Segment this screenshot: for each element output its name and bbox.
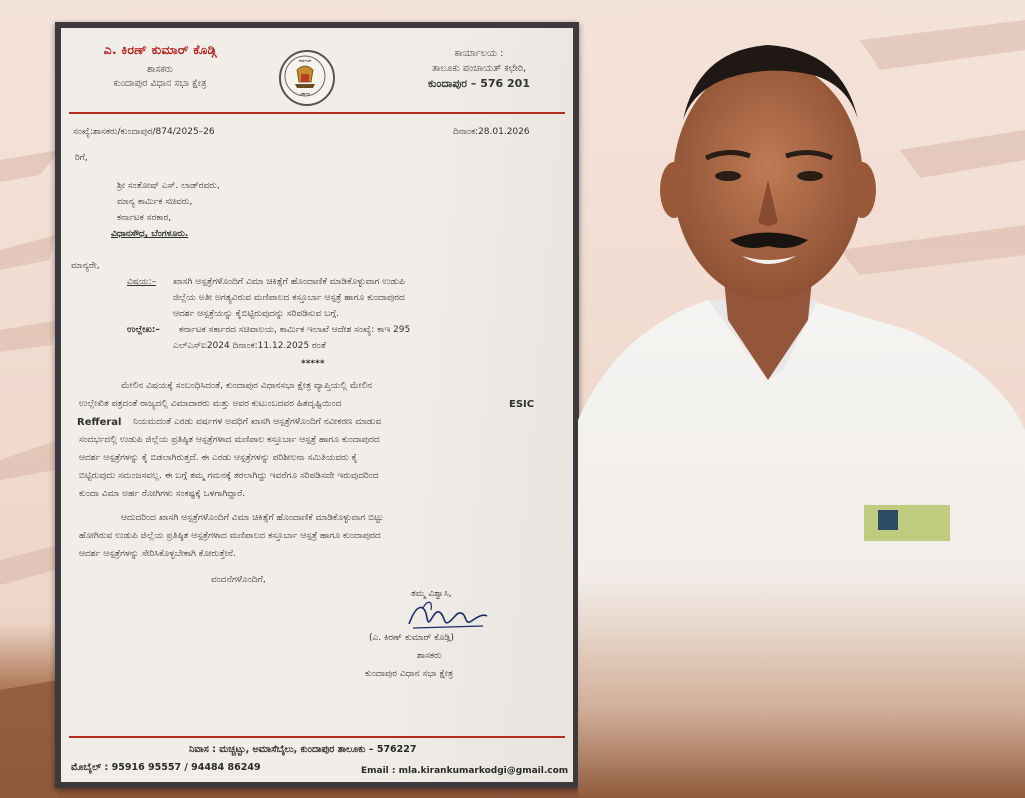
- office-pin: ಕುಂದಾಪುರ – 576 201: [428, 77, 530, 90]
- thanks-line: ವಂದನೆಗಳೊಂದಿಗೆ,: [211, 575, 266, 585]
- signer-title: ಶಾಸಕರು: [417, 651, 442, 661]
- portrait-photo: [578, 0, 1025, 798]
- paragraph-line: ಉಲ್ಲೇಖಿತ ಪತ್ರದಂತೆ ರಾಜ್ಯದಲ್ಲಿ ವಿಮಾದಾರರು ಮತ್ತು ಅವರ ಕುಟುಂಬದವರ ಹಿತದೃಷ್ಟಿಯಿಂದ: [79, 399, 342, 409]
- residence-address: ನಿವಾಸ : ಮಚ್ಚಟ್ಟು, ಅಮಾಸೆಬೈಲು, ಕುಂದಾಪುರ ತಾಲೂಕು – 576227: [189, 744, 417, 755]
- office-label: ಕಾರ್ಯಾಲಯ :: [454, 48, 504, 59]
- refferal-text: Refferal: [77, 417, 122, 428]
- svg-text:ಕರ್ನಾಟಕ: ಕರ್ನಾಟಕ: [299, 58, 311, 63]
- reference-number: ಸಂಖ್ಯೆ:ಶಾಸಕರು/ಕುಂದಾಪುರ/874/2025–26: [73, 127, 215, 137]
- letterhead-right: [399, 46, 559, 91]
- signer-constituency: ಕುಂದಾಪುರ ವಿಧಾನ ಸಭಾ ಕ್ಷೇತ್ರ: [365, 669, 454, 679]
- paragraph-line: ಬಿಟ್ಟಿರುವುದು ಸಮಂಜಸವಲ್ಲ. ಈ ಬಗ್ಗೆ ತಮ್ಮ ಗಮನಕ್ಕೆ ತರಲಾಗಿದ್ದು ಇವರೆಗೂ ಸರಿಪಡಿಸದೇ ಇರುವುದರಿಂದ: [79, 471, 379, 481]
- recipient-line: ವಿಧಾನಸೌಧ, ಬೆಂಗಳೂರು.: [111, 229, 189, 239]
- letterhead-divider: [69, 112, 565, 114]
- paragraph-line: ಹೋಗಿರುವ ಉಡುಪಿ ಜಿಲ್ಲೆಯ ಪ್ರತಿಷ್ಠಿತ ಆಸ್ಪತ್ರೆಗಳಾದ ಮಣಿಪಾಲದ ಕಸ್ತೂರ್ಬಾ ಆಸ್ಪತ್ರೆ ಹಾಗೂ ಕುಂದಾಪುರದ: [79, 531, 381, 541]
- letter-document: [61, 28, 573, 782]
- subject-line: ಜಿಲ್ಲೆಯ ಅತೀ ಅಗತ್ಯವಿರುವ ಮಣಿಪಾಲದ ಕಸ್ತೂರ್ಬಾ ಆಸ್ಪತ್ರೆ ಹಾಗೂ ಕುಂದಾಪುರದ: [173, 293, 405, 303]
- paragraph-line: ಆದುದರಿಂದ ಖಾಸಗಿ ಆಸ್ಪತ್ರೆಗಳೊಂದಿಗೆ ವಿಮಾ ಚಿಕಿತ್ಸೆಗೆ ಹೊಂದಾಣಿಕೆ ಮಾಡಿಕೊಳ್ಳುವಾಗ ಬಿಟ್ಟು: [121, 513, 384, 523]
- paragraph-line: ಆದರ್ಶ ಆಸ್ಪತ್ರೆಗಳನ್ನು ಸೇರಿಸಿಕೊಳ್ಳಬೇಕಾಗಿ ಕೋರುತ್ತೇನೆ.: [79, 549, 236, 559]
- paragraph-line: ಕುಂದಾ ವಿಮಾ ಅರ್ಹ ರೋಗಿಗಳು ಸಂಕಷ್ಟಕ್ಕೆ ಒಳಗಾಗಿದ್ದಾರೆ.: [79, 489, 246, 499]
- recipient-line: ಮಾನ್ಯ ಕಾರ್ಮಿಕ ಸಚಿವರು,: [117, 197, 193, 207]
- karnataka-emblem-icon: [279, 50, 335, 106]
- sign-off: ತಮ್ಮ ವಿಶ್ವಾಸಿ,: [411, 589, 452, 599]
- to-line: ರಿಗೆ,: [75, 153, 88, 163]
- subject-label: ವಿಷಯ:–: [127, 277, 157, 287]
- office-address: ತಾಲೂಕು ಪಂಚಾಯತ್ ಕಛೇರಿ,: [432, 63, 526, 74]
- svg-text:ಸರ್ಕಾರ: ಸರ್ಕಾರ: [300, 91, 310, 96]
- paragraph-line: ಮೇಲಿನ ವಿಷಯಕ್ಕೆ ಸಂಬಂಧಿಸಿದಂತೆ, ಕುಂದಾಪುರ ವಿಧಾನಸಭಾ ಕ್ಷೇತ್ರ ವ್ಯಾಪ್ತಿಯಲ್ಲಿ ಮೇಲಿನ: [121, 381, 373, 391]
- signer-name: (ಎ. ಕಿರಣ್ ಕುಮಾರ್ ಕೊಡ್ಗಿ): [369, 633, 454, 643]
- letterhead-left: [75, 42, 245, 91]
- salutation: ಮಾನ್ಯರೇ,: [71, 261, 100, 271]
- letterhead: [61, 28, 573, 110]
- footer-divider: [69, 736, 565, 738]
- mobile-numbers: ಮೊಬೈಲ್ : 95916 95557 / 94484 86249: [71, 762, 261, 773]
- subject-line: ಖಾಸಗಿ ಆಸ್ಪತ್ರೆಗಳೊಂದಿಗೆ ವಿಮಾ ಚಿಕಿತ್ಸೆಗೆ ಹೊಂದಾಣಿಕೆ ಮಾಡಿಕೊಳ್ಳುವಾಗ ಉಡುಪಿ: [173, 277, 405, 287]
- signature-image: [403, 596, 491, 636]
- recipient-line: ಶ್ರೀ ಸಂತೋಷ್ ಎಸ್. ಲಾಡ್‌ರವರು,: [117, 181, 220, 191]
- separator-stars: *****: [301, 359, 325, 369]
- paragraph-line: ಆದರ್ಶ ಆಸ್ಪತ್ರೆಗಳನ್ನು ಕೈ ಬಿಡಲಾಗಿರುತ್ತದೆ. ಈ ಎರಡು ಆಸ್ಪತ್ರೆಗಳನ್ನು ಪರಿಶೀಲನಾ ಸಮಿತಿಯವರು ಕೈ: [79, 453, 358, 463]
- reference-line: ಎಲ್‌ಎಸ್‌ಐ2024 ದಿನಾಂಕ:11.12.2025 ರಂತೆ: [173, 341, 326, 351]
- letter-date: ದಿನಾಂಕ:28.01.2026: [453, 127, 530, 137]
- reference-label: ಉಲ್ಲೇಖ:–: [127, 325, 160, 335]
- paragraph-line: ನಿಯಮದಂತೆ ಎರಡು ವರ್ಷಗಳ ಅವಧಿಗೆ ಖಾಸಗಿ ಆಸ್ಪತ್ರೆಗಳೊಂದಿಗೆ ನವೀಕರಣ ಮಾಡುವ: [133, 417, 382, 427]
- mla-title: ಶಾಸಕರು: [147, 64, 173, 75]
- esic-text: ESIC: [509, 399, 535, 410]
- reference-line: ಕರ್ನಾಟಕ ಸರ್ಕಾರದ ಸಚಿವಾಲಯ, ಕಾರ್ಮಿಕ ಇಲಾಖೆ ಆದೇಶ ಸಂಖ್ಯೆ: ಕಾಇ 295: [179, 325, 411, 335]
- mla-constituency: ಕುಂದಾಪುರ ವಿಧಾನ ಸಭಾ ಕ್ಷೇತ್ರ: [113, 78, 207, 89]
- letter-frame: [55, 22, 579, 788]
- recipient-line: ಕರ್ನಾಟಕ ಸರಕಾರ,: [117, 213, 172, 223]
- email-address: Email : mla.kirankumarkodgi@gmail.com: [361, 766, 569, 776]
- paragraph-line: ಸಂದರ್ಭದಲ್ಲಿ ಉಡುಪಿ ಜಿಲ್ಲೆಯ ಪ್ರತಿಷ್ಠಿತ ಆಸ್ಪತ್ರೆಗಳಾದ ಮಣಿಪಾಲ ಕಸ್ತೂರ್ಬಾ ಆಸ್ಪತ್ರೆ ಹಾಗೂ ಕುಂದಾಪುರದ: [79, 435, 380, 445]
- subject-line: ಆದರ್ಶ ಆಸ್ಪತ್ರೆಯನ್ನು ಕೈಬಿಟ್ಟಿರುವುದನ್ನು ಸರಿಪಡಿಸುವ ಬಗ್ಗೆ.: [173, 309, 339, 319]
- mla-name: ಎ. ಕಿರಣ್ ಕುಮಾರ್ ಕೊಡ್ಗಿ: [103, 42, 217, 57]
